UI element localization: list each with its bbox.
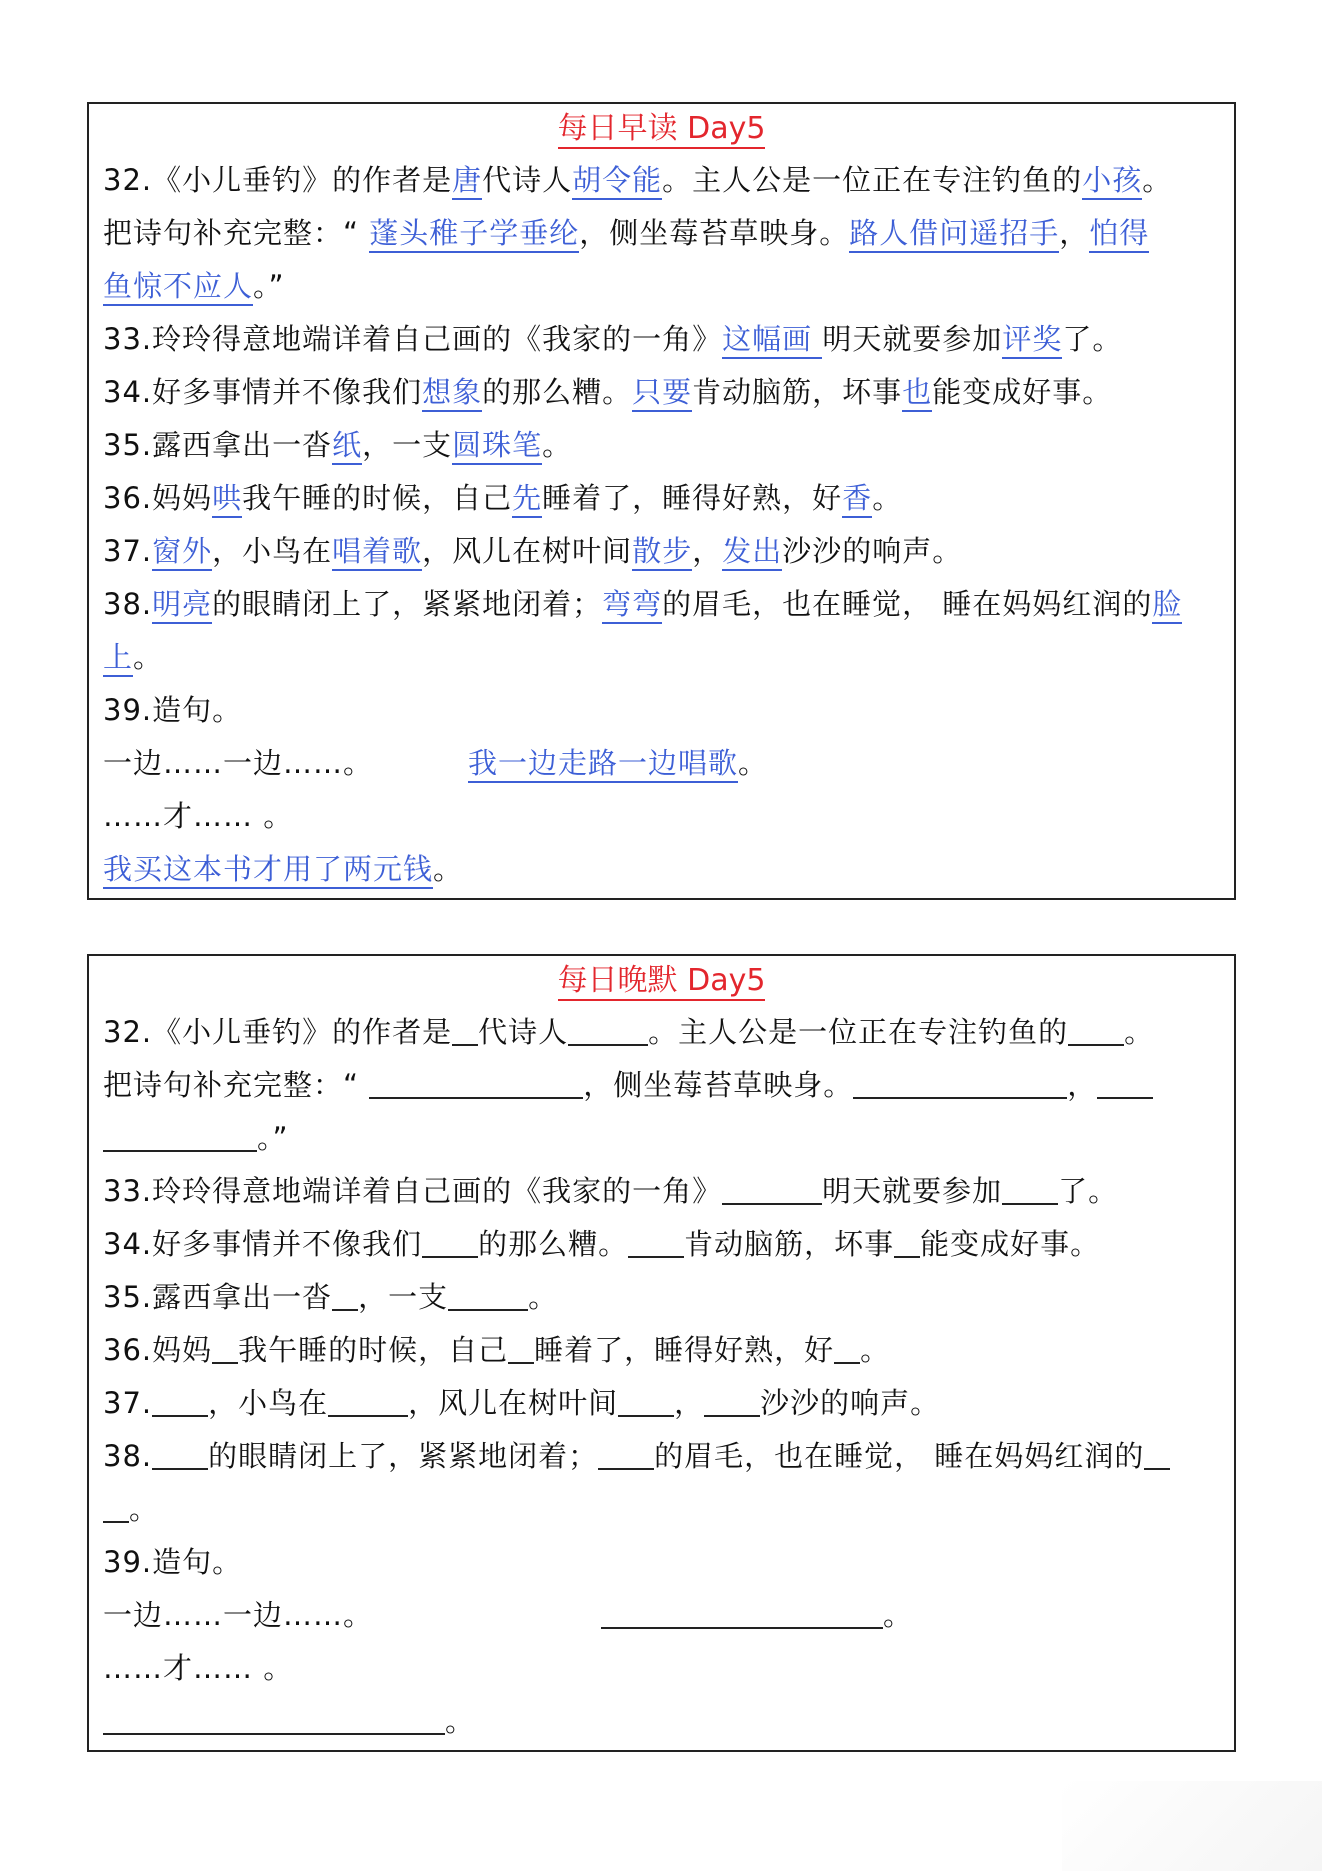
answer-blank[interactable] bbox=[508, 1326, 534, 1364]
e-q32-text: 把诗句补充完整：“ bbox=[103, 1068, 370, 1102]
e-q35-text: ，一支 bbox=[358, 1280, 449, 1314]
e-q37-text: ，风儿在树叶间 bbox=[408, 1386, 619, 1420]
e-q39-line2 bbox=[103, 1642, 1234, 1695]
m-q38-answer3-part2: 上 bbox=[103, 640, 133, 677]
answer-blank[interactable] bbox=[103, 1697, 445, 1735]
answer-blank[interactable] bbox=[568, 1008, 648, 1046]
m-q39-line3 bbox=[103, 843, 1234, 896]
m-q37-text: ， bbox=[692, 534, 723, 568]
m-q37-answer3: 散步 bbox=[632, 534, 692, 571]
e-q36 bbox=[103, 1324, 1234, 1377]
e-q33-text: 明天就要参加 bbox=[822, 1174, 1003, 1208]
m-q39-line2 bbox=[103, 790, 1234, 843]
m-q39-title bbox=[103, 684, 1234, 737]
m-q39-answer2: 我买这本书才用了两元钱 bbox=[103, 852, 433, 889]
m-q37-answer4: 发出 bbox=[722, 534, 782, 571]
e-q37-text: ， bbox=[674, 1386, 705, 1420]
m-q39-prompt1: 一边……一边……。 bbox=[103, 746, 374, 780]
e-q32-text: 代诗人 bbox=[478, 1015, 569, 1049]
m-q34-text: 的那么糟。 bbox=[482, 375, 633, 409]
e-q38-text: 38. bbox=[103, 1439, 153, 1473]
morning-title bbox=[103, 104, 1220, 154]
evening-dictation-box bbox=[87, 954, 1236, 1752]
m-q35-answer2: 圆珠笔 bbox=[452, 428, 542, 465]
answer-blank[interactable] bbox=[704, 1379, 760, 1417]
m-q32-text: 代诗人 bbox=[482, 163, 573, 197]
morning-reading-box bbox=[87, 102, 1236, 900]
m-q33-answer1: 这幅画 bbox=[722, 322, 822, 359]
e-q37 bbox=[103, 1377, 1234, 1430]
m-q38-text: 的眉毛，也在睡觉， 睡在妈妈红润的 bbox=[662, 587, 1153, 621]
e-q35 bbox=[103, 1271, 1234, 1324]
evening-title bbox=[103, 956, 1220, 1006]
m-q36-text: 36.妈妈 bbox=[103, 481, 213, 515]
e-q32-text: 。 bbox=[1124, 1015, 1155, 1049]
answer-blank[interactable] bbox=[328, 1379, 408, 1417]
answer-blank[interactable] bbox=[103, 1485, 129, 1523]
m-q39-line1 bbox=[103, 737, 1234, 790]
m-q37 bbox=[103, 525, 1234, 578]
e-q36-text: 我午睡的时候，自己 bbox=[238, 1333, 509, 1367]
e-q33-text: 33.玲玲得意地端详着自己画的《我家的一角》 bbox=[103, 1174, 723, 1208]
answer-blank[interactable] bbox=[1144, 1432, 1170, 1470]
e-q34-text: 34.好多事情并不像我们 bbox=[103, 1227, 423, 1261]
e-q39-title bbox=[103, 1536, 1234, 1589]
m-q32-line2 bbox=[103, 207, 1234, 260]
m-q38-text: 。 bbox=[133, 640, 164, 674]
m-q32-answer-verse1: 蓬头稚子学垂纶 bbox=[369, 216, 579, 253]
answer-blank[interactable] bbox=[212, 1326, 238, 1364]
m-q38-answer2: 弯弯 bbox=[602, 587, 662, 624]
e-q38-line1 bbox=[103, 1430, 1234, 1483]
e-q38-text: 。 bbox=[129, 1492, 160, 1526]
m-q35 bbox=[103, 419, 1234, 472]
answer-blank[interactable] bbox=[422, 1220, 478, 1258]
m-q37-answer2: 唱着歌 bbox=[332, 534, 422, 571]
e-q35-text: 35.露西拿出一沓 bbox=[103, 1280, 333, 1314]
e-q33-text: 了。 bbox=[1058, 1174, 1119, 1208]
e-q36-text: 。 bbox=[860, 1333, 891, 1367]
e-q32-line3 bbox=[103, 1112, 1234, 1165]
m-q34-text: 肯动脑筋，坏事 bbox=[692, 375, 903, 409]
m-q38-answer3-part1: 脸 bbox=[1152, 587, 1182, 624]
e-q38-line2 bbox=[103, 1483, 1234, 1536]
m-q37-text: ，风儿在树叶间 bbox=[422, 534, 633, 568]
answer-blank[interactable] bbox=[369, 1061, 583, 1099]
m-q32-line1 bbox=[103, 154, 1234, 207]
m-q36 bbox=[103, 472, 1234, 525]
m-q39-answer1: 我一边走路一边唱歌 bbox=[468, 746, 738, 783]
e-q39-prompt2: ……才…… 。 bbox=[103, 1651, 294, 1685]
e-q39-prompt1: 一边……一边……。 bbox=[103, 1598, 374, 1632]
m-q36-answer3: 香 bbox=[842, 481, 872, 518]
e-q39-line1 bbox=[103, 1589, 1234, 1642]
m-q35-answer1: 纸 bbox=[332, 428, 362, 465]
answer-blank[interactable] bbox=[448, 1273, 528, 1311]
e-q39-title-text: 39.造句。 bbox=[103, 1545, 243, 1579]
m-q32-text: 32.《小儿垂钓》的作者是 bbox=[103, 163, 453, 197]
m-q39-end1: 。 bbox=[738, 746, 769, 780]
m-q34 bbox=[103, 366, 1234, 419]
e-q35-text: 。 bbox=[528, 1280, 559, 1314]
m-q33-answer2: 评奖 bbox=[1002, 322, 1062, 359]
m-q34-answer2: 只要 bbox=[632, 375, 692, 412]
answer-blank[interactable] bbox=[618, 1379, 674, 1417]
e-q37-text: 37. bbox=[103, 1386, 153, 1420]
m-q35-text: 35.露西拿出一沓 bbox=[103, 428, 333, 462]
m-q32-text: 把诗句补充完整：“ bbox=[103, 216, 370, 250]
m-q37-text: 沙沙的响声。 bbox=[782, 534, 963, 568]
m-q32-answer-dynasty: 唐 bbox=[452, 163, 482, 200]
evening-title-text: 每日晚默 Day5 bbox=[558, 963, 766, 1001]
m-q32-text: 。主人公是一位正在专注钓鱼的 bbox=[662, 163, 1083, 197]
m-q32-answer-verse3: 路人借问遥招手 bbox=[849, 216, 1059, 253]
m-q38-answer1: 明亮 bbox=[152, 587, 212, 624]
e-q34 bbox=[103, 1218, 1234, 1271]
answer-blank[interactable] bbox=[722, 1167, 822, 1205]
e-q32-line1 bbox=[103, 1006, 1234, 1059]
e-q39-end1: 。 bbox=[883, 1598, 914, 1632]
answer-blank[interactable] bbox=[853, 1061, 1067, 1099]
answer-blank[interactable] bbox=[894, 1220, 920, 1258]
answer-blank[interactable] bbox=[628, 1220, 684, 1258]
answer-blank[interactable] bbox=[152, 1432, 208, 1470]
m-q32-text: 。 bbox=[1142, 163, 1173, 197]
m-q34-text: 能变成好事。 bbox=[932, 375, 1113, 409]
e-q32-text: 。” bbox=[257, 1121, 289, 1155]
answer-blank[interactable] bbox=[1002, 1167, 1058, 1205]
e-q38-text: 的眼睛闭上了，紧紧地闭着； bbox=[208, 1439, 599, 1473]
m-q34-answer3: 也 bbox=[902, 375, 932, 412]
answer-blank[interactable] bbox=[598, 1432, 654, 1470]
m-q36-text: 睡着了，睡得好熟，好 bbox=[542, 481, 843, 515]
m-q36-text: 我午睡的时候，自己 bbox=[242, 481, 513, 515]
m-q39-title-text: 39.造句。 bbox=[103, 693, 243, 727]
e-q33 bbox=[103, 1165, 1234, 1218]
e-q32-line2 bbox=[103, 1059, 1234, 1112]
m-q32-answer-poet: 胡令能 bbox=[572, 163, 662, 200]
e-q38-text: 的眉毛，也在睡觉， 睡在妈妈红润的 bbox=[654, 1439, 1145, 1473]
answer-blank[interactable] bbox=[834, 1326, 860, 1364]
morning-title-text: 每日早读 Day5 bbox=[558, 111, 766, 149]
answer-blank[interactable] bbox=[332, 1273, 358, 1311]
m-q32-text: 。” bbox=[253, 269, 285, 303]
m-q38-text: 的眼睛闭上了，紧紧地闭着； bbox=[212, 587, 603, 621]
m-q38-line1 bbox=[103, 578, 1234, 631]
m-q33-text: 33.玲玲得意地端详着自己画的《我家的一角》 bbox=[103, 322, 723, 356]
m-q35-text: ，一支 bbox=[362, 428, 453, 462]
m-q36-answer1: 哄 bbox=[212, 481, 242, 518]
m-q32-line3 bbox=[103, 260, 1234, 313]
m-q32-text: ， bbox=[1059, 216, 1090, 250]
m-q33-text: 明天就要参加 bbox=[822, 322, 1003, 356]
page-corner-shadow bbox=[1062, 1781, 1322, 1871]
e-q34-text: 能变成好事。 bbox=[920, 1227, 1101, 1261]
e-q32-text: 32.《小儿垂钓》的作者是 bbox=[103, 1015, 453, 1049]
m-q33-text: 了。 bbox=[1062, 322, 1123, 356]
m-q32-answer-protagonist: 小孩 bbox=[1082, 163, 1142, 200]
m-q37-answer1: 窗外 bbox=[152, 534, 212, 571]
e-q34-text: 的那么糟。 bbox=[478, 1227, 629, 1261]
e-q37-text: ，小鸟在 bbox=[208, 1386, 329, 1420]
e-q39-line3 bbox=[103, 1695, 1234, 1748]
m-q33 bbox=[103, 313, 1234, 366]
m-q32-text: ，侧坐莓苔草映身。 bbox=[579, 216, 850, 250]
answer-blank[interactable] bbox=[1097, 1061, 1153, 1099]
e-q36-text: 睡着了，睡得好熟，好 bbox=[534, 1333, 835, 1367]
e-q32-text: 。主人公是一位正在专注钓鱼的 bbox=[648, 1015, 1069, 1049]
answer-blank[interactable] bbox=[152, 1379, 208, 1417]
m-q39-end2: 。 bbox=[433, 852, 464, 886]
m-q38-text: 38. bbox=[103, 587, 153, 621]
answer-blank[interactable] bbox=[452, 1008, 478, 1046]
m-q36-answer2: 先 bbox=[512, 481, 542, 518]
e-q36-text: 36.妈妈 bbox=[103, 1333, 213, 1367]
m-q32-answer-verse4-part2: 鱼惊不应人 bbox=[103, 269, 253, 306]
e-q39-end2: 。 bbox=[445, 1704, 476, 1738]
m-q35-text: 。 bbox=[542, 428, 573, 462]
e-q32-text: ， bbox=[1067, 1068, 1098, 1102]
answer-blank[interactable] bbox=[601, 1591, 883, 1629]
m-q34-answer1: 想象 bbox=[422, 375, 482, 412]
m-q34-text: 34.好多事情并不像我们 bbox=[103, 375, 423, 409]
m-q39-prompt2: ……才…… 。 bbox=[103, 799, 294, 833]
m-q37-text: 37. bbox=[103, 534, 153, 568]
m-q37-text: ，小鸟在 bbox=[212, 534, 333, 568]
answer-blank[interactable] bbox=[1068, 1008, 1124, 1046]
e-q34-text: 肯动脑筋，坏事 bbox=[684, 1227, 895, 1261]
answer-blank[interactable] bbox=[103, 1114, 257, 1152]
m-q38-line2 bbox=[103, 631, 1234, 684]
e-q37-text: 沙沙的响声。 bbox=[760, 1386, 941, 1420]
m-q32-answer-verse4-part1: 怕得 bbox=[1089, 216, 1149, 253]
m-q36-text: 。 bbox=[872, 481, 903, 515]
e-q32-text: ，侧坐莓苔草映身。 bbox=[583, 1068, 854, 1102]
